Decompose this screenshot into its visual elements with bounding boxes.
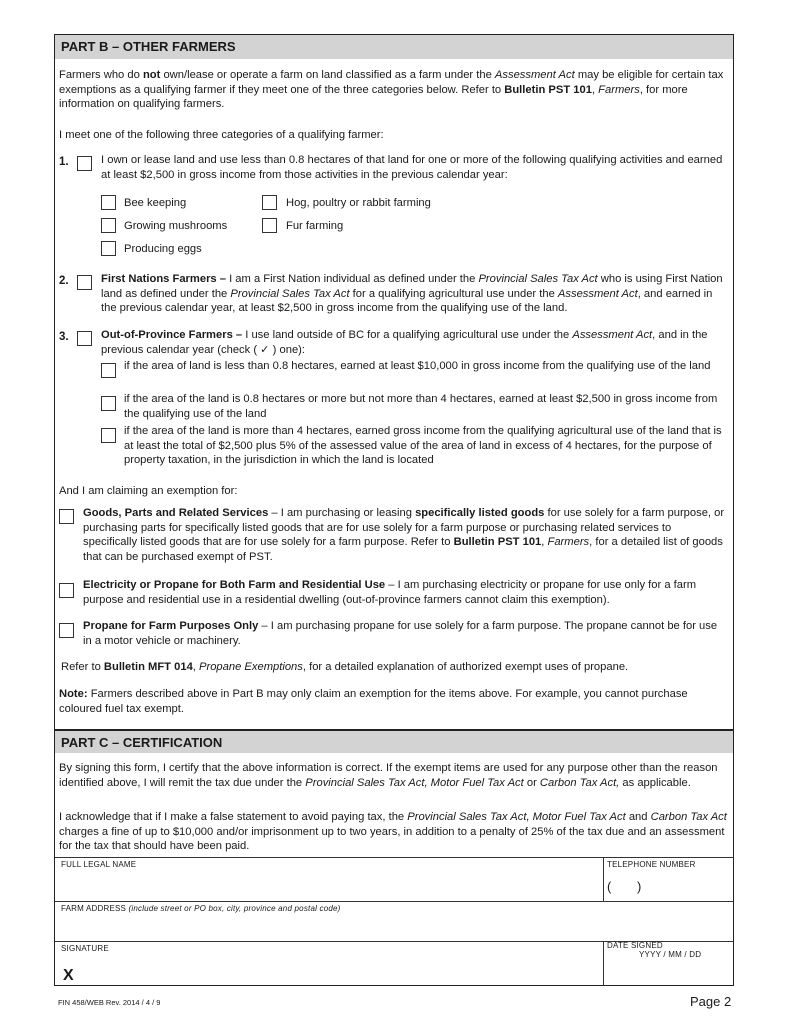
date-signed-label: DATE SIGNED — [607, 941, 663, 950]
ack-act: Carbon Tax Act — [650, 811, 727, 823]
field-divider — [603, 857, 604, 901]
ex1-farmers: Farmers — [547, 536, 590, 548]
part-c-header: PART C – CERTIFICATION — [55, 729, 733, 753]
cert-text: as applicable. — [619, 776, 691, 789]
category-3-number: 3. — [59, 331, 69, 343]
cat3-text: I use land outside of BC for a qualifying agricultural use under the — [242, 329, 573, 341]
part-b-intro — [59, 68, 729, 112]
ack-act: Provincial Sales Tax Act, Motor Fuel Tax Act — [407, 811, 626, 823]
category-2-number: 2. — [59, 275, 69, 287]
propane-refer-line — [61, 660, 731, 675]
ack-text: charges a fine of up to $10,000 and/or imprisonment up to two years, in addition to a penalty of 25% of the tax due and an assessment for the tax that should have been paid. — [59, 825, 725, 852]
telephone-label: TELEPHONE NUMBER — [607, 860, 696, 869]
full-legal-name-label: FULL LEGAL NAME — [61, 860, 137, 869]
farm-address-hint: (include street or PO box, city, province and postal code) — [128, 904, 341, 913]
cat3-text: , and in the previous calendar year (check ( ✓ ) one): — [101, 329, 708, 356]
cat2-text: I am a First Nation individual as defined under the — [225, 273, 479, 285]
cat2-act: Assessment Act — [557, 287, 638, 300]
full-legal-name-field[interactable] — [59, 871, 599, 899]
exemption-propane-checkbox[interactable] — [59, 623, 74, 638]
ex1-listed-goods: specifically listed goods — [415, 507, 545, 519]
intro-not: not — [142, 69, 161, 81]
signature-field[interactable] — [59, 955, 599, 985]
ex1-heading: Goods, Parts and Related Services — [83, 507, 269, 519]
out-of-province-heading: Out-of-Province Farmers – — [101, 329, 243, 341]
category-2-text — [101, 272, 726, 316]
growing-mushrooms-checkbox[interactable] — [101, 218, 116, 233]
cat2-act: Provincial Sales Tax Act — [230, 287, 350, 300]
ex1-text: for use solely for a farm purpose, or purchasing parts for specifically listed goods that are for use solely for a farm purpose or purchasing related services to specifically listed goods that are for use solely for a farm purpose. Refer to — [83, 507, 725, 548]
intro-bulletin: Bulletin PST 101 — [504, 83, 592, 96]
cert-act: Provincial Sales Tax Act, Motor Fuel Tax Act — [305, 776, 524, 789]
farm-address-field[interactable] — [59, 915, 729, 939]
cert-text: or — [523, 776, 540, 789]
note — [59, 687, 729, 716]
intro-text: own/lease or operate a farm on land classified as a farm under the — [160, 69, 495, 81]
exemption-electricity-checkbox[interactable] — [59, 583, 74, 598]
cat3-option-3-checkbox[interactable] — [101, 428, 116, 443]
cat3-option-1-checkbox[interactable] — [101, 363, 116, 378]
exemption-electricity-text — [83, 578, 728, 607]
phone-area-open: ( — [607, 879, 612, 894]
form-id: FIN 458/WEB Rev. 2014 / 4 / 9 — [58, 998, 161, 1007]
claiming-line: And I am claiming an exemption for: — [59, 485, 238, 497]
first-nations-heading: First Nations Farmers – — [101, 273, 226, 285]
note-label: Note: — [59, 688, 88, 700]
cat2-text: for a qualifying agricultural use under the — [349, 287, 558, 300]
page-number: Page 2 — [690, 994, 732, 1009]
cert-act: Carbon Tax Act, — [539, 776, 620, 789]
cat3-act: Assessment Act — [572, 329, 653, 341]
cat3-option-1-text: if the area of land is less than 0.8 hectares, earned at least $10,000 in gross income from the qualifying use of the land — [124, 360, 711, 372]
date-format-hint: YYYY / MM / DD — [639, 950, 702, 959]
ex2-heading: Electricity or Propane for Both Farm and Residential Use — [83, 579, 386, 591]
cat2-text: who is using First Nation land as defined under the — [101, 273, 723, 300]
form-page — [54, 34, 734, 986]
ex3-text: – I am purchasing propane for use solely for a farm purpose. The propane cannot be for use in a motor vehicle or machinery. — [83, 620, 718, 647]
hog-poultry-label: Hog, poultry or rabbit farming — [286, 197, 431, 209]
ex1-text: – I am purchasing or leasing — [268, 507, 416, 519]
signature-x-mark: X — [63, 967, 74, 984]
ex2-text: – I am purchasing electricity or propane for use only for a farm purpose and residential use in a residential dwelling (out-of-province farmers cannot claim this exemption). — [83, 579, 697, 606]
refer-text: , for a detailed explanation of authorized exempt uses of propane. — [302, 661, 629, 673]
exemption-goods-checkbox[interactable] — [59, 509, 74, 524]
telephone-field[interactable] — [607, 871, 731, 899]
farm-address-title: FARM ADDRESS — [61, 904, 129, 913]
category-1-checkbox[interactable] — [77, 156, 92, 171]
refer-text: , — [192, 661, 200, 673]
fur-farming-label: Fur farming — [286, 220, 344, 232]
refer-bulletin: Bulletin MFT 014 — [103, 661, 193, 673]
ex1-text: , for a detailed list of goods that can be purchased exempt of PST. — [83, 536, 723, 563]
intro-text: , for more information on qualifying farmers. — [59, 83, 688, 110]
bee-keeping-label: Bee keeping — [124, 197, 187, 209]
category-2-checkbox[interactable] — [77, 275, 92, 290]
producing-eggs-label: Producing eggs — [124, 243, 202, 255]
category-1-number: 1. — [59, 156, 69, 168]
exemption-propane-text — [83, 619, 728, 648]
category-3-text — [101, 328, 726, 357]
phone-area-close: ) — [637, 879, 642, 894]
certification-paragraph — [59, 761, 731, 790]
intro-act: Assessment Act — [494, 69, 575, 81]
date-signed-field[interactable] — [607, 961, 731, 985]
ack-text: I acknowledge that if I make a false statement to avoid paying tax, the — [59, 811, 408, 823]
cat2-act: Provincial Sales Tax Act — [478, 273, 598, 285]
field-divider — [55, 901, 733, 902]
refer-title: Propane Exemptions — [199, 661, 303, 673]
growing-mushrooms-label: Growing mushrooms — [124, 220, 228, 232]
ack-text: and — [625, 811, 651, 823]
cat3-option-2-text: if the area of the land is 0.8 hectares or more but not more than 4 hectares, earned at least $2,500 in gross income from the qualifying use of the land — [124, 393, 718, 420]
acknowledgement-paragraph — [59, 810, 731, 854]
producing-eggs-checkbox[interactable] — [101, 241, 116, 256]
cert-text: By signing this form, I certify that the above information is correct. If the exempt items are used for any purpose other than the reason identified above, I will remit the tax due under the — [59, 762, 718, 789]
ex3-heading: Propane for Farm Purposes Only — [83, 620, 259, 632]
note-text: Farmers described above in Part B may only claim an exemption for the items above. For example, you cannot purchase coloured fuel tax exempt. — [59, 688, 688, 715]
meet-line: I meet one of the following three categories of a qualifying farmer: — [59, 129, 384, 141]
bee-keeping-checkbox[interactable] — [101, 195, 116, 210]
intro-farmers: Farmers — [598, 83, 640, 96]
ex1-text: , — [541, 536, 548, 548]
part-b-header: PART B – OTHER FARMERS — [55, 35, 733, 59]
intro-text: Farmers who do — [59, 69, 143, 81]
cat3-option-2-checkbox[interactable] — [101, 396, 116, 411]
signature-label: SIGNATURE — [61, 944, 109, 953]
cat2-text: , and earned in the previous calendar year, at least $2,500 in gross income from the qualifying use of the land. — [101, 287, 713, 314]
hog-poultry-checkbox[interactable] — [262, 195, 277, 210]
refer-text: Refer to — [61, 661, 104, 673]
fur-farming-checkbox[interactable] — [262, 218, 277, 233]
farm-address-label — [61, 904, 341, 913]
field-divider — [603, 941, 604, 986]
intro-text: may be eligible for certain tax exemptions as a qualifying farmer if they meet one of the three categories below. Refer to — [59, 69, 724, 96]
cat3-option-3-text: if the area of the land is more than 4 hectares, earned gross income from the qualifying agricultural use of the land that is at least the total of $2,500 plus 5% of the assessed value of the area of land in excess of 4 hectares, for the purpose of property taxation, in the jurisdiction in which the land is located — [124, 425, 722, 466]
exemption-goods-text — [83, 506, 728, 564]
ex1-bulletin: Bulletin PST 101 — [453, 536, 542, 548]
field-divider — [55, 857, 733, 858]
category-1-text: I own or lease land and use less than 0.8 hectares of that land for one or more of the following qualifying activities and earned at least $2,500 in gross income from those activities in the previous calendar year: — [101, 154, 723, 181]
category-3-checkbox[interactable] — [77, 331, 92, 346]
intro-text: , — [591, 83, 599, 96]
